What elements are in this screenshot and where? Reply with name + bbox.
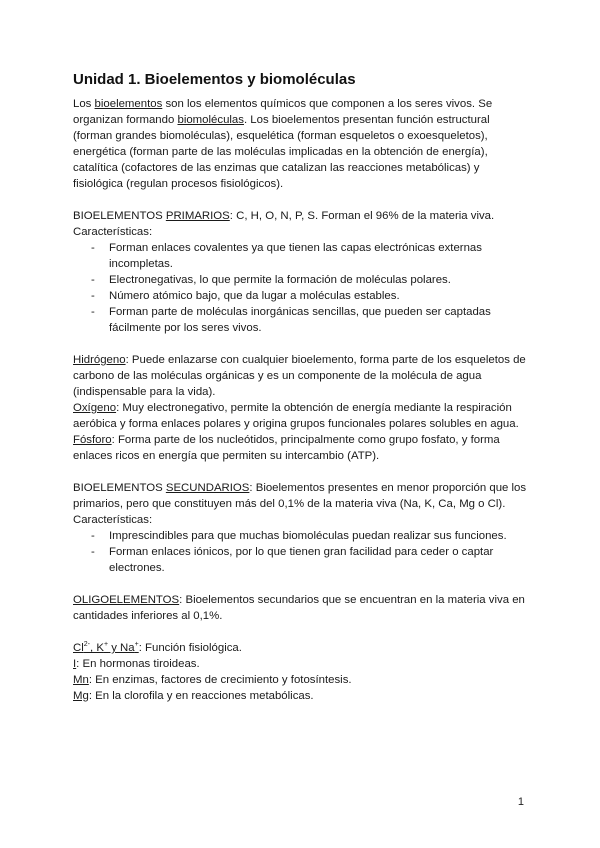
manganeso-label: Mn xyxy=(73,674,89,686)
hidrogeno-paragraph xyxy=(73,352,528,400)
iones-text: : Función fisiológica. xyxy=(138,642,242,654)
list-item-text: Electronegativas, lo que permite la formación de moléculas polares. xyxy=(109,274,451,286)
k-charge: + xyxy=(103,641,109,649)
manganeso-line xyxy=(73,672,528,688)
list-item-text: Imprescindibles para que muchas biomoléculas puedan realizar sus funciones. xyxy=(109,530,507,542)
hidrogeno-label: Hidrógeno xyxy=(73,354,126,366)
intro-text-1: Los xyxy=(73,98,95,110)
page-title: Unidad 1. Bioelementos y biomoléculas xyxy=(73,71,356,88)
fosforo-paragraph xyxy=(73,432,528,464)
list-item: - Forman enlaces covalentes ya que tienen las capas electrónicas externas incompletas. xyxy=(91,242,482,270)
primarios-heading xyxy=(73,208,528,224)
page-number: 1 xyxy=(517,796,524,808)
fosforo-text: : Forma parte de los nucleótidos, principalmente como grupo fosfato, y forma enlaces ricos en energía que permiten su intercambio (ATP). xyxy=(73,434,500,462)
secundarios-heading xyxy=(73,480,528,528)
list-item-text: Forman enlaces covalentes ya que tienen las capas electrónicas externas incompletas. xyxy=(109,242,482,270)
iodo-text: : En hormonas tiroideas. xyxy=(76,658,200,670)
intro-term-biomoleculas: biomoléculas xyxy=(177,114,244,126)
intro-text-3: . Los bioelementos presentan función estructural (forman grandes biomoléculas), esquelética (forman esqueletos o exoesqueletos), energética (forman parte de las moléculas implicadas en la obtención de energía), catalítica (cofactores de las enzimas que catalizan las reacciones metabólicas) y fisiológica (regulan procesos fisiológicos). xyxy=(73,114,490,190)
list-item: - Forman enlaces iónicos, por lo que tienen gran facilidad para ceder o captar electrones. xyxy=(91,546,494,574)
document-page xyxy=(73,70,528,704)
oxigeno-paragraph xyxy=(73,400,528,432)
magnesio-line xyxy=(73,688,528,704)
iones-line xyxy=(73,640,528,656)
primarios-text: : C, H, O, N, P, S. Forman el 96% de la materia viva. xyxy=(229,210,495,222)
primarios-prefix: BIOELEMENTOS xyxy=(73,210,166,222)
list-item: - Forman parte de moléculas inorgánicas sencillas, que pueden ser captadas fácilmente por los seres vivos. xyxy=(91,306,491,334)
iodo-line xyxy=(73,656,528,672)
magnesio-label: Mg xyxy=(73,690,89,702)
iodo-label: I xyxy=(73,658,77,670)
hidrogeno-text: : Puede enlazarse con cualquier bioelemento, forma parte de los esqueletos de carbono de las moléculas orgánicas y es un componente de la molécula de agua (indispensable para la vida). xyxy=(73,354,526,398)
primarios-list xyxy=(73,240,528,336)
magnesio-text: : En la clorofila y en reacciones metabólicas. xyxy=(88,690,314,702)
cl-charge: 2- xyxy=(83,641,90,649)
iones-label xyxy=(73,642,139,654)
primarios-term: PRIMARIOS xyxy=(165,210,230,222)
intro-text-2: son los elementos químicos que componen a los seres vivos. Se organizan formando xyxy=(73,98,493,126)
secundarios-prefix: BIOELEMENTOS xyxy=(73,482,166,494)
fosforo-label: Fósforo xyxy=(73,434,112,446)
oligoelementos-paragraph xyxy=(73,592,528,624)
list-item: - Imprescindibles para que muchas biomoléculas puedan realizar sus funciones. xyxy=(91,530,507,542)
list-item-text: Número atómico bajo, que da lugar a moléculas estables. xyxy=(109,290,400,302)
secundarios-list xyxy=(73,528,528,576)
secundarios-term: SECUNDARIOS xyxy=(165,482,250,494)
oligoelementos-term: OLIGOELEMENTOS xyxy=(73,594,180,606)
manganeso-text: : En enzimas, factores de crecimiento y fotosíntesis. xyxy=(88,674,352,686)
na-symbol: y Na xyxy=(108,642,135,654)
intro-paragraph xyxy=(73,96,528,192)
na-charge: + xyxy=(134,641,139,649)
oxigeno-label: Oxígeno xyxy=(73,402,117,414)
primarios-caracteristicas: Características: xyxy=(73,226,153,238)
list-item-text: Forman enlaces iónicos, por lo que tienen gran facilidad para ceder o captar electrones. xyxy=(109,546,494,574)
oligoelementos-text: : Bioelementos secundarios que se encuentran en la materia viva en cantidades inferiores al 0,1%. xyxy=(73,594,525,622)
oxigeno-text: : Muy electronegativo, permite la obtención de energía mediante la respiración aeróbica y forma enlaces polares y origina grupos funcionales polares solubles en agua. xyxy=(73,402,519,430)
intro-term-bioelementos: bioelementos xyxy=(94,98,163,110)
list-item: - Número atómico bajo, que da lugar a moléculas estables. xyxy=(91,290,400,302)
cl-symbol: Cl xyxy=(73,642,84,654)
list-item-text: Forman parte de moléculas inorgánicas sencillas, que pueden ser captadas fácilmente por los seres vivos. xyxy=(109,306,491,334)
k-symbol: , K xyxy=(90,642,104,654)
secundarios-text: : Bioelementos presentes en menor proporción que los primarios, pero que constituyen más del 0,1% de la materia viva (Na, K, Ca, Mg o Cl). Características: xyxy=(73,482,527,526)
list-item: - Electronegativas, lo que permite la formación de moléculas polares. xyxy=(91,274,451,286)
